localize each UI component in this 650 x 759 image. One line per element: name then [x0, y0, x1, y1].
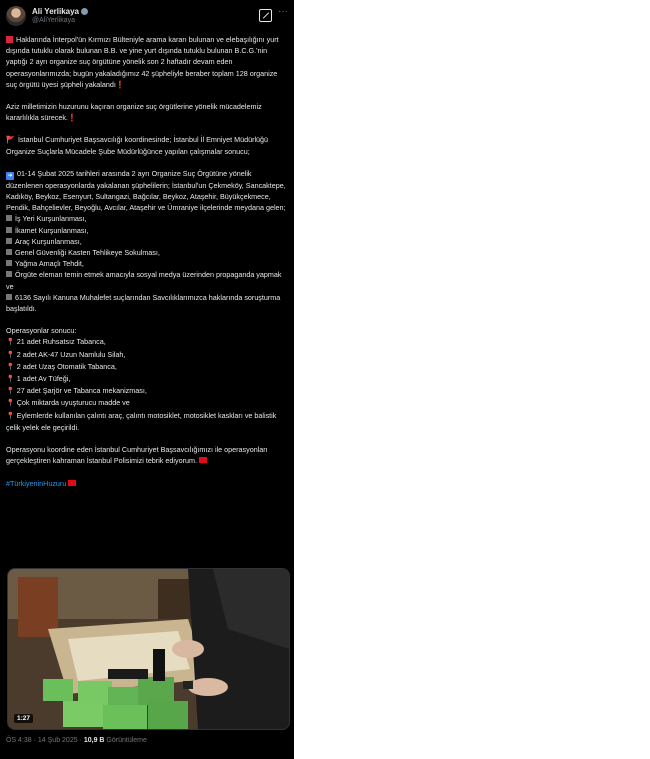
tweet-paragraph-2: Aziz milletimizin huzurunu kaçıran organize suç örgütlerine yönelik mücadelemiz kararlılıkla sürecek. — [6, 102, 264, 123]
list-item: 📍 21 adet Ruhsatsız Tabanca, — [6, 337, 106, 347]
list-item: 📍 Çok miktarda uyuşturucu madde ve — [6, 398, 130, 408]
list-item: Genel Güvenliği Kasten Tehlikeye Sokulması, — [6, 247, 288, 258]
exclamation-icon: ❗ — [67, 113, 77, 123]
tweet-header — [6, 6, 288, 28]
list-item: 📍 Eylemlerde kullanılan çalıntı araç, çalıntı motosiklet, motosiklet kaskları ve balistik çelik yelek ele geçirildi. — [6, 410, 277, 432]
tweet-paragraph-1: Haklarında İnterpol'ün Kırmızı Bülteniyle arama kararı bulunan ve elebaşılığını yurt dışında tutuklu olarak bulunan B.B. ve yine yurt dışında tutuklu bulunan B.C.G.'nin yaptığı 2 ayrı organize suç örgütüne yönelik son 2 haftadır devam eden operasyonlarımızda; bugün yakaladığımız 42 şüpheliyle beraber toplam 128 organize suç örgütü üyesi şüpheli yakalandı — [6, 35, 281, 89]
tweet-timestamp[interactable]: ÖS 4:38 · 14 Şub 2025 · — [6, 737, 82, 744]
list-item: İş Yeri Kurşunlanması, — [6, 213, 288, 224]
tweet-paragraph-3: İstanbul Cumhuriyet Başsavcılığı koordinesinde; İstanbul İl Emniyet Müdürlüğü Organize Suçlarla Mücadele Şube Müdürlüğünce yapılan çalışmalar sonucu; — [6, 135, 271, 156]
pushpin-icon: 📍 — [6, 400, 15, 408]
pushpin-icon: 📍 — [6, 376, 15, 384]
list-item: Örgüte eleman temin etmek amacıyla sosyal medya üzerinden propaganda yapmak ve — [6, 270, 282, 291]
view-count: 10,9 B — [83, 737, 105, 744]
pushpin-icon: 📍 — [6, 388, 15, 396]
arrow-right-icon: ➜ — [7, 172, 13, 179]
author-handle[interactable]: @AliYerlikaya — [32, 17, 76, 24]
tweet-paragraph-5: Operasyonu koordine eden İstanbul Cumhuriyet Başsavcılığımızı ile operasyonları gerçekleştiren kahraman İstanbul Polisimizi tebrik ediyorum. — [6, 445, 270, 466]
hashtag-link[interactable]: #TürkiyeninHuzuru — [6, 478, 67, 488]
list-item: 📍 2 adet Uzaş Otomatik Tabanca, — [6, 361, 117, 371]
list-item: 📍 27 adet Şarjör ve Tabanca mekanizması, — [6, 386, 147, 396]
black-square-icon — [6, 294, 12, 300]
grok-icon[interactable] — [259, 9, 272, 22]
list-item: Yağma Amaçlı Tehdit, — [6, 258, 288, 269]
black-square-icon — [6, 215, 12, 221]
pushpin-icon: 📍 — [6, 339, 15, 347]
tweet-text — [6, 34, 288, 489]
pushpin-icon: 📍 — [6, 412, 15, 420]
black-square-icon — [6, 271, 12, 277]
video-duration: 1:27 — [14, 714, 33, 723]
verified-badge-icon — [81, 8, 88, 15]
tweet-paragraph-4: 01-14 Şubat 2025 tarihleri arasında 2 ayrı Organize Suç Örgütüne yönelik düzenlenen operasyonlarda yakalanan şüphelilerin; İstanbul'un Çekmeköy, Sancaktepe, Kadıköy, Beykoz, Esenyurt, Sultangazi, Bağcılar, Beykoz, Ataşehir, Büyükçekmece, Pendik, Bahçelievler, Beyoğlu, Avcılar, Ataşehir ve Ümraniye ilçelerinde meydana gelen; — [6, 168, 288, 213]
list-item: Araç Kurşunlanması, — [6, 236, 288, 247]
tweet-footer — [6, 737, 147, 744]
black-square-icon — [6, 249, 12, 255]
list-item: 📍 2 adet AK-47 Uzun Namlulu Silah, — [6, 349, 126, 359]
crime-list — [6, 213, 288, 314]
results-list — [6, 336, 288, 433]
black-square-icon — [6, 238, 12, 244]
exclamation-icon: ❗ — [115, 79, 125, 89]
pushpin-icon: 📍 — [6, 351, 15, 359]
tweet-card — [0, 0, 294, 759]
video-player[interactable] — [7, 568, 290, 730]
author-name[interactable]: Ali Yerlikaya — [32, 7, 79, 16]
turkish-flag-icon — [68, 480, 76, 486]
avatar[interactable] — [6, 6, 26, 26]
list-item: 📍 1 adet Av Tüfeği, — [6, 374, 71, 384]
more-icon[interactable]: ··· — [278, 6, 288, 17]
list-item: İkamet Kurşunlanması, — [6, 225, 288, 236]
list-item: 6136 Sayılı Kanuna Muhalefet suçlarından Savcılıklarımızca haklarında soruşturma başlatıldı. — [6, 292, 281, 314]
red-square-icon — [6, 36, 13, 43]
turkish-flag-icon — [199, 457, 207, 463]
red-flag-icon: 🚩 — [6, 135, 15, 145]
pushpin-icon: 📍 — [6, 363, 15, 371]
view-label: Görüntüleme — [106, 737, 147, 744]
black-square-icon — [6, 227, 12, 233]
black-square-icon — [6, 260, 12, 266]
video-thumbnail — [8, 569, 289, 729]
results-title: Operasyonlar sonucu: — [6, 326, 77, 336]
